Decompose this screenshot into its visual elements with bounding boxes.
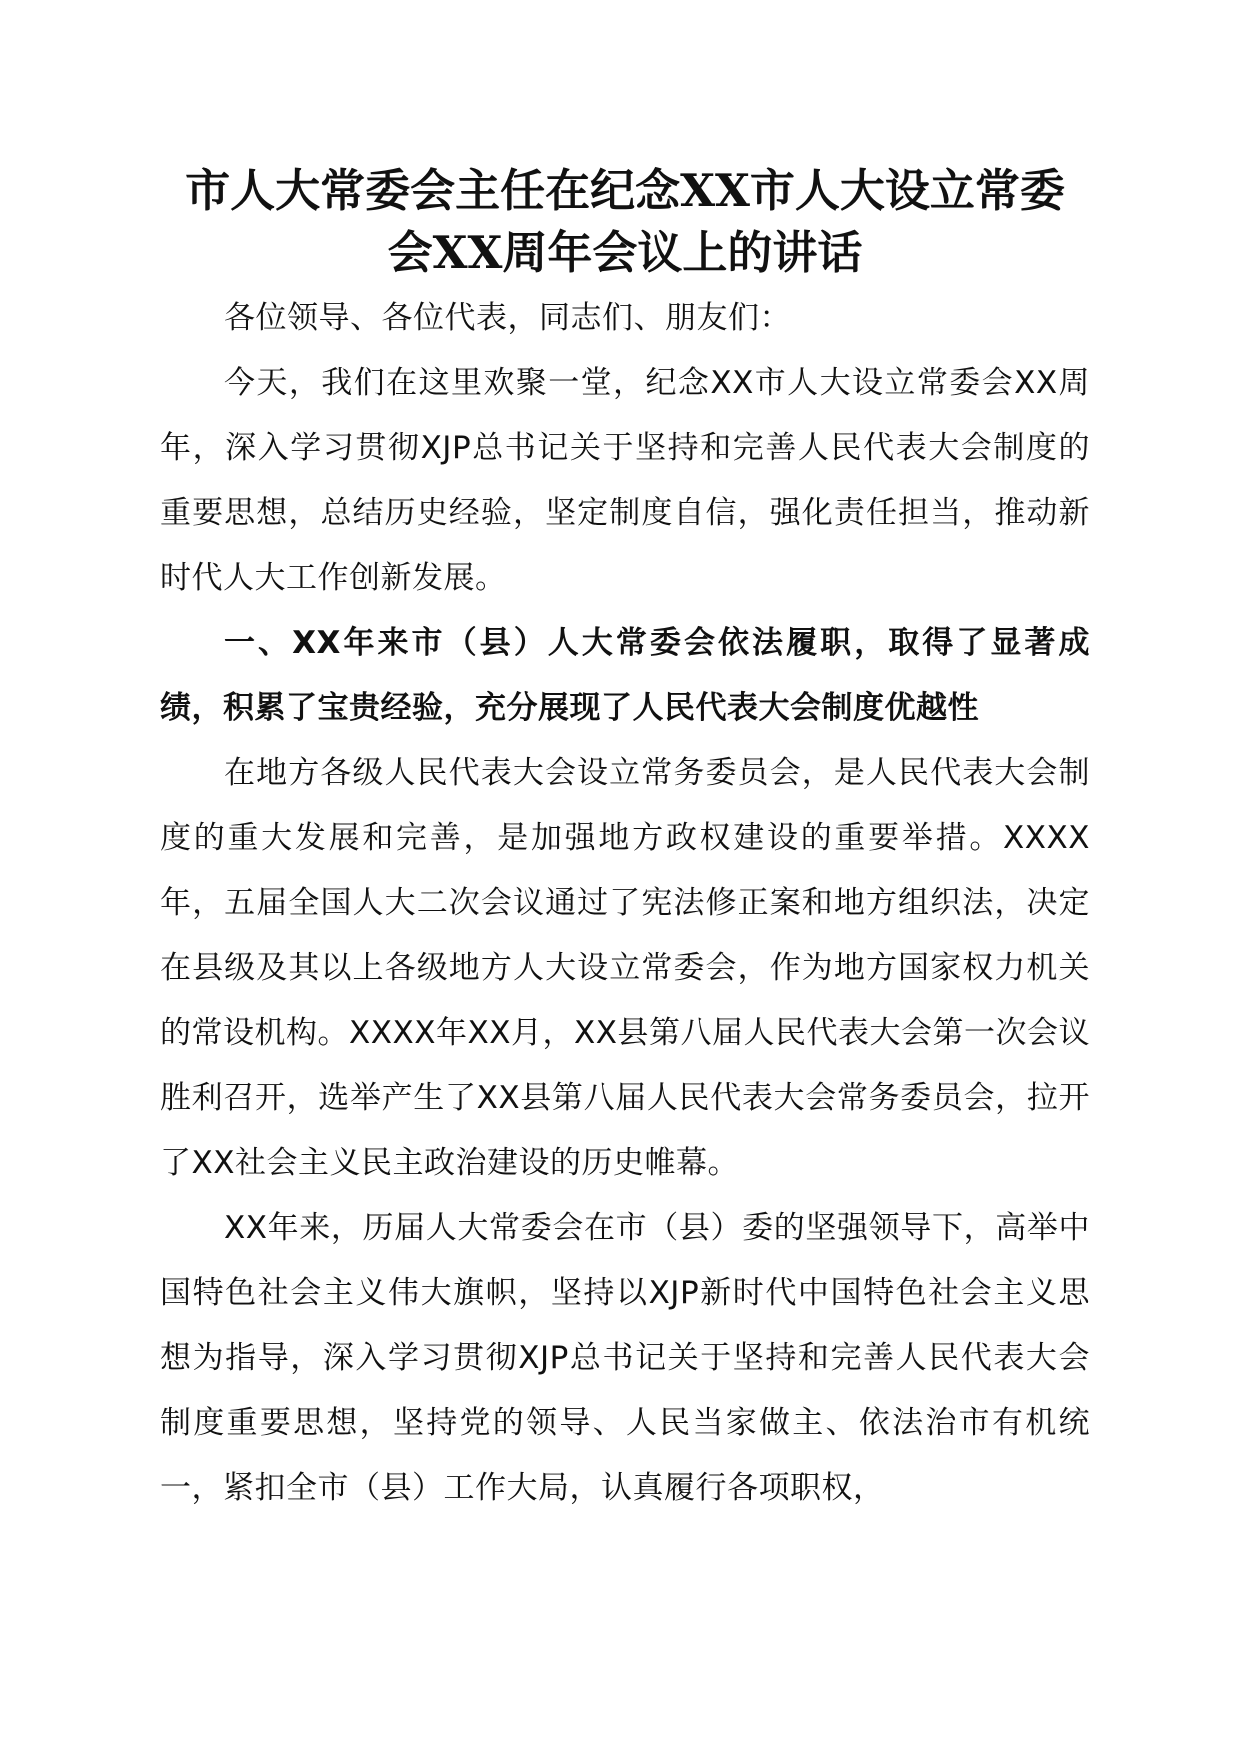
- document-page: [160, 160, 1090, 1521]
- title-line-2: 会XX周年会议上的讲话: [387, 226, 863, 279]
- paragraph-intro: 今天，我们在这里欢聚一堂，纪念XX市人大设立常委会XX周年，深入学习贯彻XJP总书记关于坚持和完善人民代表大会制度的重要思想，总结历史经验，坚定制度自信，强化责任担当，推动新时代人大工作创新发展。: [160, 365, 1090, 596]
- title-line-1: 市人大常委会主任在纪念XX市人大设立常委: [185, 164, 1065, 217]
- paragraph-history: 在地方各级人民代表大会设立常务委员会，是人民代表大会制度的重大发展和完善，是加强地方政权建设的重要举措。XXXX年，五届全国人大二次会议通过了宪法修正案和地方组织法，决定在县级及其以上各级地方人大设立常委会，作为地方国家权力机关的常设机构。XXXX年XX月，XX县第八届人民代表大会第一次会议胜利召开，选举产生了XX县第八届人民代表大会常务委员会，拉开了XX社会主义民主政治建设的历史帷幕。: [160, 755, 1090, 1181]
- section-heading-1: 一、XX年来市（县）人大常委会依法履职，取得了显著成绩，积累了宝贵经验，充分展现了人民代表大会制度优越性: [160, 625, 1090, 726]
- salutation: 各位领导、各位代表，同志们、朋友们：: [224, 300, 791, 336]
- paragraph-achievements: XX年来，历届人大常委会在市（县）委的坚强领导下，高举中国特色社会主义伟大旗帜，坚持以XJP新时代中国特色社会主义思想为指导，深入学习贯彻XJP总书记关于坚持和完善人民代表大会制度重要思想，坚持党的领导、人民当家做主、依法治市有机统一，紧扣全市（县）工作大局，认真履行各项职权，: [160, 1210, 1090, 1506]
- document-title: [160, 160, 1090, 284]
